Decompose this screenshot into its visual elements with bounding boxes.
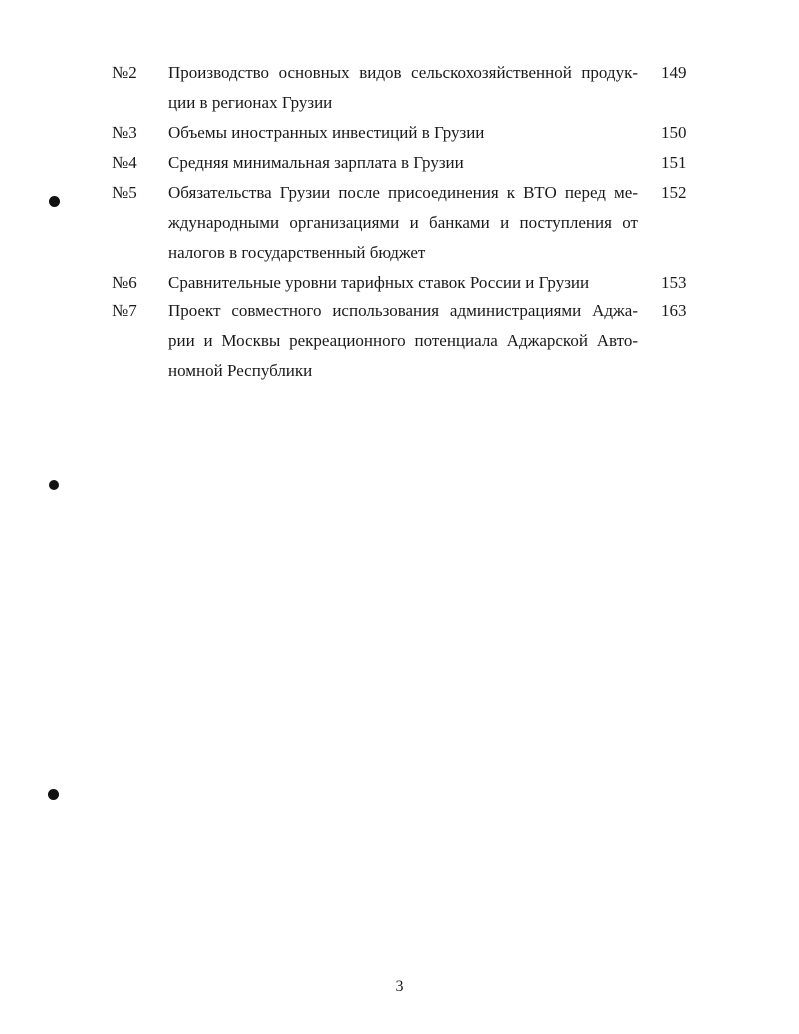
entry-page-number: 149 bbox=[661, 63, 687, 82]
entry-number: №3 bbox=[112, 123, 137, 142]
entry-number: №7 bbox=[112, 301, 137, 320]
entry-title-line: ждународными организациями и банками и поступления от bbox=[168, 213, 638, 232]
entry-title-line: номной Республики bbox=[168, 361, 313, 380]
entry-title-line: рии и Москвы рекреационного потенциала Аджарской Авто- bbox=[168, 331, 638, 350]
entry-title bbox=[168, 178, 638, 268]
entry-title-line: Объемы иностранных инвестиций в Грузии bbox=[168, 123, 485, 142]
entry-number: №6 bbox=[112, 273, 137, 292]
entry-number: №4 bbox=[112, 153, 137, 172]
entry-page-number: 150 bbox=[661, 123, 687, 142]
entry-title bbox=[168, 58, 638, 118]
entry-number: №2 bbox=[112, 63, 137, 82]
entry-number: №5 bbox=[112, 183, 137, 202]
entry-title-line: ции в регионах Грузии bbox=[168, 93, 333, 112]
entry-title-line: Средняя минимальная зарплата в Грузии bbox=[168, 153, 464, 172]
binder-hole-mark bbox=[49, 480, 59, 490]
entry-title bbox=[168, 118, 638, 148]
entry-title-line: Производство основных видов сельскохозяйственной продук- bbox=[168, 63, 638, 82]
entry-page-number: 153 bbox=[661, 273, 687, 292]
entry-title-line: Сравнительные уровни тарифных ставок России и Грузии bbox=[168, 273, 590, 292]
binder-hole-mark bbox=[48, 789, 59, 800]
entry-title bbox=[168, 268, 638, 298]
entry-title bbox=[168, 296, 638, 386]
entry-title-line: Обязательства Грузии после присоединения к ВТО перед ме- bbox=[168, 183, 638, 202]
page-number-footer: 3 bbox=[395, 978, 404, 995]
entry-title bbox=[168, 148, 638, 178]
entry-page-number: 151 bbox=[661, 153, 687, 172]
entry-title-line: налогов в государственный бюджет bbox=[168, 243, 426, 262]
entry-page-number: 152 bbox=[661, 183, 687, 202]
binder-hole-mark bbox=[49, 196, 60, 207]
entry-title-line: Проект совместного использования администрациями Аджа- bbox=[168, 301, 638, 320]
entry-page-number: 163 bbox=[661, 301, 687, 320]
